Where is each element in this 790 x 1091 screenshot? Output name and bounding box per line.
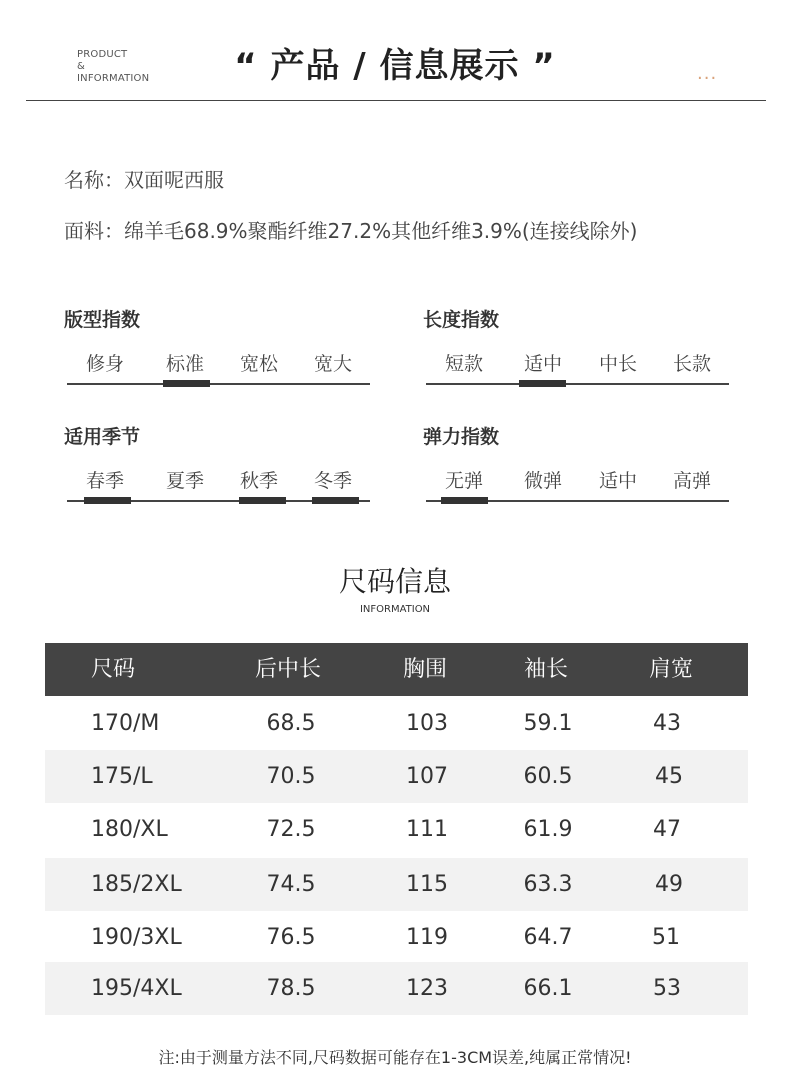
- fit-index-title: 版型指数: [64, 309, 141, 331]
- stretch-option-high: 高弹: [672, 470, 711, 492]
- cell-chest: 111: [406, 817, 448, 842]
- season-marker-autumn: [239, 497, 286, 504]
- cell-chest: 115: [406, 872, 448, 897]
- fit-option-loose: 宽松: [239, 353, 278, 375]
- cell-chest: 107: [406, 764, 448, 789]
- season-option-autumn: 秋季: [239, 470, 278, 492]
- table-row: [45, 962, 748, 1015]
- cell-shoulder: 45: [655, 764, 683, 789]
- product-name: 名称：双面呢西服: [64, 168, 224, 192]
- cell-size: 195/4XL: [91, 976, 182, 1001]
- header-size: 尺码: [91, 657, 136, 682]
- cell-size: 185/2XL: [91, 872, 182, 897]
- cell-sleeve: 63.3: [523, 872, 573, 897]
- header-small-line3: INFORMATION: [77, 73, 150, 84]
- stretch-index-title: 弹力指数: [423, 426, 500, 448]
- header-small-line1: PRODUCT: [77, 49, 128, 60]
- header-small-line2: &: [77, 61, 85, 72]
- cell-shoulder: 49: [655, 872, 683, 897]
- table-row: [45, 858, 748, 911]
- cell-size: 175/L: [91, 764, 153, 789]
- cell-sleeve: 66.1: [523, 976, 573, 1001]
- header-shoulder: 肩宽: [649, 657, 694, 682]
- cell-back-length: 78.5: [266, 976, 316, 1001]
- cell-sleeve: 60.5: [523, 764, 573, 789]
- season-option-spring: 春季: [85, 470, 124, 492]
- header-dots-decoration: ...: [697, 63, 718, 84]
- cell-chest: 103: [406, 711, 448, 736]
- fit-option-slim: 修身: [85, 353, 124, 375]
- length-option-medium: 适中: [523, 353, 562, 375]
- stretch-option-slight: 微弹: [523, 470, 562, 492]
- length-option-mid-long: 中长: [598, 353, 637, 375]
- measurement-note: 注:由于测量方法不同,尺码数据可能存在1-3CM误差,纯属正常情况!: [158, 1048, 632, 1067]
- size-table-header: [45, 643, 748, 696]
- season-marker-winter: [312, 497, 359, 504]
- cell-size: 170/M: [91, 711, 160, 736]
- cell-sleeve: 64.7: [523, 925, 573, 950]
- cell-shoulder: 53: [653, 976, 681, 1001]
- cell-shoulder: 47: [653, 817, 681, 842]
- season-index-title: 适用季节: [64, 426, 141, 448]
- cell-shoulder: 51: [652, 925, 680, 950]
- header-back-length: 后中长: [255, 657, 322, 682]
- table-row: [45, 750, 748, 803]
- cell-chest: 123: [406, 976, 448, 1001]
- cell-sleeve: 59.1: [523, 711, 573, 736]
- length-index-line: [426, 383, 729, 385]
- length-option-long: 长款: [672, 353, 711, 375]
- cell-back-length: 76.5: [266, 925, 316, 950]
- stretch-index-marker: [441, 497, 488, 504]
- length-index-title: 长度指数: [423, 309, 500, 331]
- cell-size: 190/3XL: [91, 925, 182, 950]
- cell-back-length: 74.5: [266, 872, 316, 897]
- cell-back-length: 68.5: [266, 711, 316, 736]
- cell-back-length: 72.5: [266, 817, 316, 842]
- fit-index-line: [67, 383, 370, 385]
- cell-shoulder: 43: [653, 711, 681, 736]
- table-row: [45, 803, 748, 856]
- size-section-title: 尺码信息: [338, 565, 451, 598]
- header-divider: [26, 100, 766, 101]
- fit-option-wide: 宽大: [313, 353, 352, 375]
- table-row: [45, 911, 748, 964]
- header-chest: 胸围: [403, 657, 448, 682]
- season-option-summer: 夏季: [165, 470, 204, 492]
- fit-index-marker: [163, 380, 210, 387]
- season-marker-spring: [84, 497, 131, 504]
- cell-chest: 119: [406, 925, 448, 950]
- cell-sleeve: 61.9: [523, 817, 573, 842]
- header-sleeve: 袖长: [524, 657, 569, 682]
- length-option-short: 短款: [444, 353, 483, 375]
- table-row: [45, 697, 748, 750]
- cell-size: 180/XL: [91, 817, 168, 842]
- length-index-marker: [519, 380, 566, 387]
- product-fabric: 面料：绵羊毛68.9%聚酯纤维27.2%其他纤维3.9%(连接线除外): [64, 219, 638, 243]
- fit-option-standard: 标准: [165, 353, 204, 375]
- stretch-option-none: 无弹: [444, 470, 483, 492]
- size-section-subtitle: INFORMATION: [359, 604, 431, 615]
- season-option-winter: 冬季: [313, 470, 352, 492]
- stretch-option-medium: 适中: [598, 470, 637, 492]
- page-title: “ 产品 / 信息展示 ”: [234, 46, 556, 86]
- cell-back-length: 70.5: [266, 764, 316, 789]
